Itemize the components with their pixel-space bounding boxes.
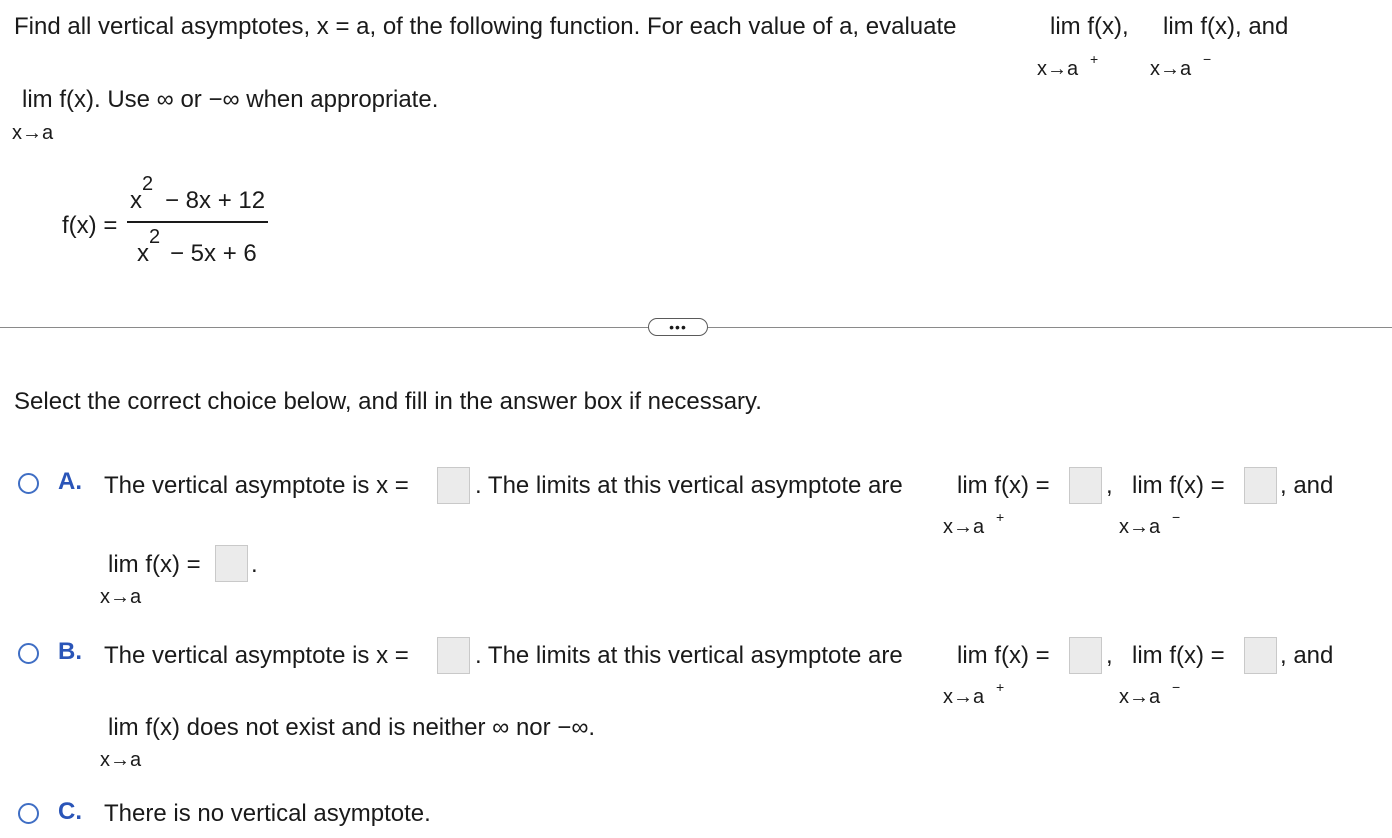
limit-subscript: x→a <box>943 516 985 538</box>
limit-subscript: x→a <box>12 122 54 144</box>
choice-b-text-cont: . The limits at this vertical asymptote are <box>475 642 903 669</box>
choice-a-right-limit-input[interactable] <box>1069 467 1102 504</box>
choice-a-left-limit-input[interactable] <box>1244 467 1277 504</box>
choice-b-left-limit-input[interactable] <box>1244 637 1277 674</box>
choice-c-letter: C. <box>58 798 82 825</box>
choice-b-limit-right: lim f(x) = <box>957 642 1050 669</box>
limit-right-label: lim f(x), <box>1050 13 1129 40</box>
denominator-rest: − 5x + 6 <box>170 240 257 267</box>
question-text: Find all vertical asymptotes, x = a, of the following function. For each value of a, evaluate <box>14 13 957 40</box>
plus-superscript: + <box>996 679 1005 695</box>
choice-a-radio[interactable] <box>18 473 39 494</box>
choice-a-limit: lim f(x) = <box>108 551 201 578</box>
choice-b-text: The vertical asymptote is x = <box>104 642 409 669</box>
numerator-x: x <box>130 187 142 214</box>
choice-c-radio[interactable] <box>18 803 39 824</box>
fraction-bar <box>127 221 268 223</box>
comma: , <box>1106 472 1113 499</box>
limit-subscript: x→a <box>100 749 142 771</box>
function-lhs: f(x) = <box>62 212 118 239</box>
instruction-text: Select the correct choice below, and fill in the answer box if necessary. <box>14 388 762 415</box>
denominator-exponent: 2 <box>149 226 161 248</box>
choice-b-limit-text: lim f(x) does not exist and is neither ∞ nor −∞. <box>108 714 596 741</box>
choice-b-letter: B. <box>58 638 82 665</box>
plus-superscript: + <box>996 509 1005 525</box>
choice-c-text: There is no vertical asymptote. <box>104 800 431 827</box>
more-options-button[interactable]: ••• <box>648 318 708 336</box>
choice-b-radio[interactable] <box>18 643 39 664</box>
limit-subscript: x→a <box>1037 58 1079 80</box>
minus-superscript: − <box>1172 679 1181 695</box>
divider-left <box>0 327 648 328</box>
limit-subscript: x→a <box>943 686 985 708</box>
plus-superscript: + <box>1090 51 1099 67</box>
choice-a-text: The vertical asymptote is x = <box>104 472 409 499</box>
limit-subscript: x→a <box>1119 516 1161 538</box>
choice-b-asymptote-input[interactable] <box>437 637 470 674</box>
and-text: , and <box>1280 472 1334 499</box>
choice-a-limit-left: lim f(x) = <box>1132 472 1225 499</box>
numerator-exponent: 2 <box>142 173 154 195</box>
choice-a-text-cont: . The limits at this vertical asymptote are <box>475 472 903 499</box>
period: . <box>251 551 258 578</box>
denominator-x: x <box>137 240 149 267</box>
divider-right <box>708 327 1392 328</box>
choice-a-asymptote-input[interactable] <box>437 467 470 504</box>
limit-subscript: x→a <box>100 586 142 608</box>
choice-a-limit-input[interactable] <box>215 545 248 582</box>
limit-subscript: x→a <box>1119 686 1161 708</box>
choice-b-right-limit-input[interactable] <box>1069 637 1102 674</box>
numerator-rest: − 8x + 12 <box>165 187 266 214</box>
and-text: , and <box>1280 642 1334 669</box>
choice-a-limit-right: lim f(x) = <box>957 472 1050 499</box>
choice-b-limit-left: lim f(x) = <box>1132 642 1225 669</box>
comma: , <box>1106 642 1113 669</box>
choice-a-letter: A. <box>58 468 82 495</box>
minus-superscript: − <box>1203 51 1212 67</box>
limit-left-label: lim f(x), and <box>1163 13 1289 40</box>
question-text-cont: lim f(x). Use ∞ or −∞ when appropriate. <box>22 86 439 113</box>
limit-subscript: x→a <box>1150 58 1192 80</box>
minus-superscript: − <box>1172 509 1181 525</box>
